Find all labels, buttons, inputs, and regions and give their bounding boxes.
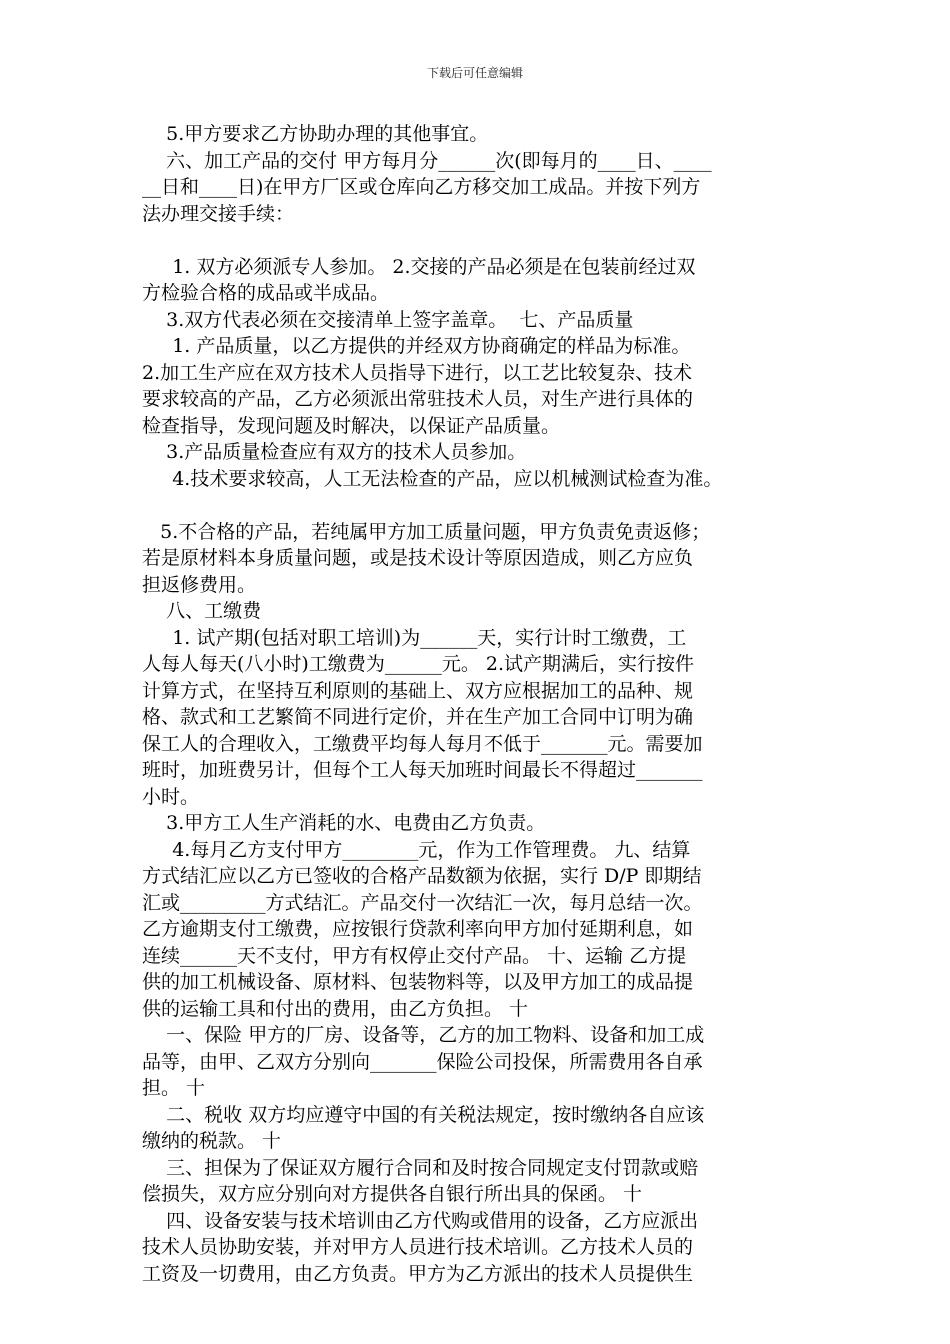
text-line: 班时，加班费另计，但每个工人每天加班时间最长不得超过_______ (142, 759, 703, 781)
text-line: 一、保险 甲方的厂房、设备等，乙方的加工物料、设备和加工成 (142, 1024, 705, 1046)
text-line: __日和____日)在甲方厂区或仓库向乙方移交加工成品。并按下列方 (142, 176, 701, 198)
text-line: 担返修费用。 (142, 573, 257, 596)
text-line: 小时。 (142, 785, 200, 808)
text-line: 四、设备安装与技术培训由乙方代购或借用的设备，乙方应派出 (142, 1209, 699, 1232)
text-line: 4.每月乙方支付甲方________元，作为工作管理费。 九、结算 (142, 838, 691, 861)
text-line: 供的运输工具和付出的费用，由乙方负担。 十 (142, 997, 529, 1020)
document-body (142, 121, 828, 1287)
text-line: 乙方逾期支付工缴费，应按银行贷款利率向甲方加付延期利息，如 (142, 918, 694, 940)
text-line: 八、工缴费 (142, 600, 262, 622)
text-line: 缴纳的税款。 十 (142, 1130, 282, 1152)
text-line: 法办理交接手续： (142, 202, 295, 225)
text-line: 3.产品质量检查应有双方的技术人员参加。 (142, 441, 527, 463)
text-line: 二、税收 双方均应遵守中国的有关税法规定，按时缴纳各自应该 (142, 1103, 705, 1126)
text-line: 连续______天不支付，甲方有权停止交付产品。 十、运输 乙方提 (142, 944, 687, 967)
text-line: 六、加工产品的交付 甲方每月分______次(即每月的____日、____ (142, 149, 712, 172)
text-line: 工资及一切费用，由乙方负责。甲方为乙方派出的技术人员提供生 (142, 1262, 694, 1285)
text-line: 方式结汇应以乙方已签收的合格产品数额为依据，实行 D/P 即期结 (142, 865, 702, 887)
text-line: 保工人的合理收入，工缴费平均每人每月不低于_______元。需要加 (142, 732, 703, 755)
text-line: 技术人员协助安装，并对甲方人员进行技术培训。乙方技术人员的 (142, 1236, 694, 1258)
text-line: 要求较高的产品，乙方必须派出常驻技术人员，对生产进行具体的 (142, 388, 694, 410)
text-line: 1. 产品质量，以乙方提供的并经双方协商确定的样品为标准。 (142, 335, 691, 357)
text-line: 4.技术要求较高，人工无法检查的产品，应以机械测试检查为准。 (142, 467, 723, 490)
text-line: 汇或_________方式结汇。产品交付一次结汇一次，每月总结一次。 (142, 891, 703, 914)
text-line: 5.甲方要求乙方协助办理的其他事宜。 (142, 123, 489, 145)
text-line: 1. 双方必须派专人参加。 2.交接的产品必须是在包装前经过双 (142, 255, 696, 278)
text-line: 1. 试产期(包括对职工培训)为______天，实行计时工缴费，工 (142, 626, 687, 649)
text-line: 偿损失，双方应分别向对方提供各自银行所出具的保函。 十 (142, 1183, 643, 1205)
text-line: 3.甲方工人生产消耗的水、电费由乙方负责。 (142, 812, 546, 834)
text-line: 人每人每天(八小时)工缴费为______元。 2.试产期满后，实行按件 (142, 653, 694, 675)
text-line: 计算方式，在坚持互利原则的基础上、双方应根据加工的品种、规 (142, 679, 694, 702)
page-header: 下载后可任意编辑 (426, 66, 523, 80)
text-line: 担。 十 (142, 1077, 206, 1099)
text-line: 方检验合格的成品或半成品。 (142, 282, 390, 304)
text-line: 三、担保为了保证双方履行合同和及时按合同规定支付罚款或赔 (142, 1156, 699, 1179)
text-line: 2.加工生产应在双方技术人员指导下进行，以工艺比较复杂、技术 (142, 361, 693, 384)
text-line: 检查指导，发现问题及时解决，以保证产品质量。 (142, 414, 561, 437)
blank-line (142, 492, 828, 519)
text-line: 5.不合格的产品，若纯属甲方加工质量问题，甲方负责免责返修； (142, 520, 711, 543)
text-line: 格、款式和工艺繁简不同进行定价，并在生产加工合同中订明为确 (142, 706, 694, 728)
text-line: 供的加工机械设备、原材料、包装物料等，以及甲方加工的成品提 (142, 971, 694, 993)
blank-line (142, 227, 828, 254)
text-line: 若是原材料本身质量问题，或是技术设计等原因造成，则乙方应负 (142, 547, 694, 569)
text-line: 品等，由甲、乙双方分别向_______保险公司投保，所需费用各自承 (142, 1050, 703, 1073)
text-line: 3.双方代表必须在交接清单上签字盖章。 七、产品质量 (142, 308, 634, 331)
